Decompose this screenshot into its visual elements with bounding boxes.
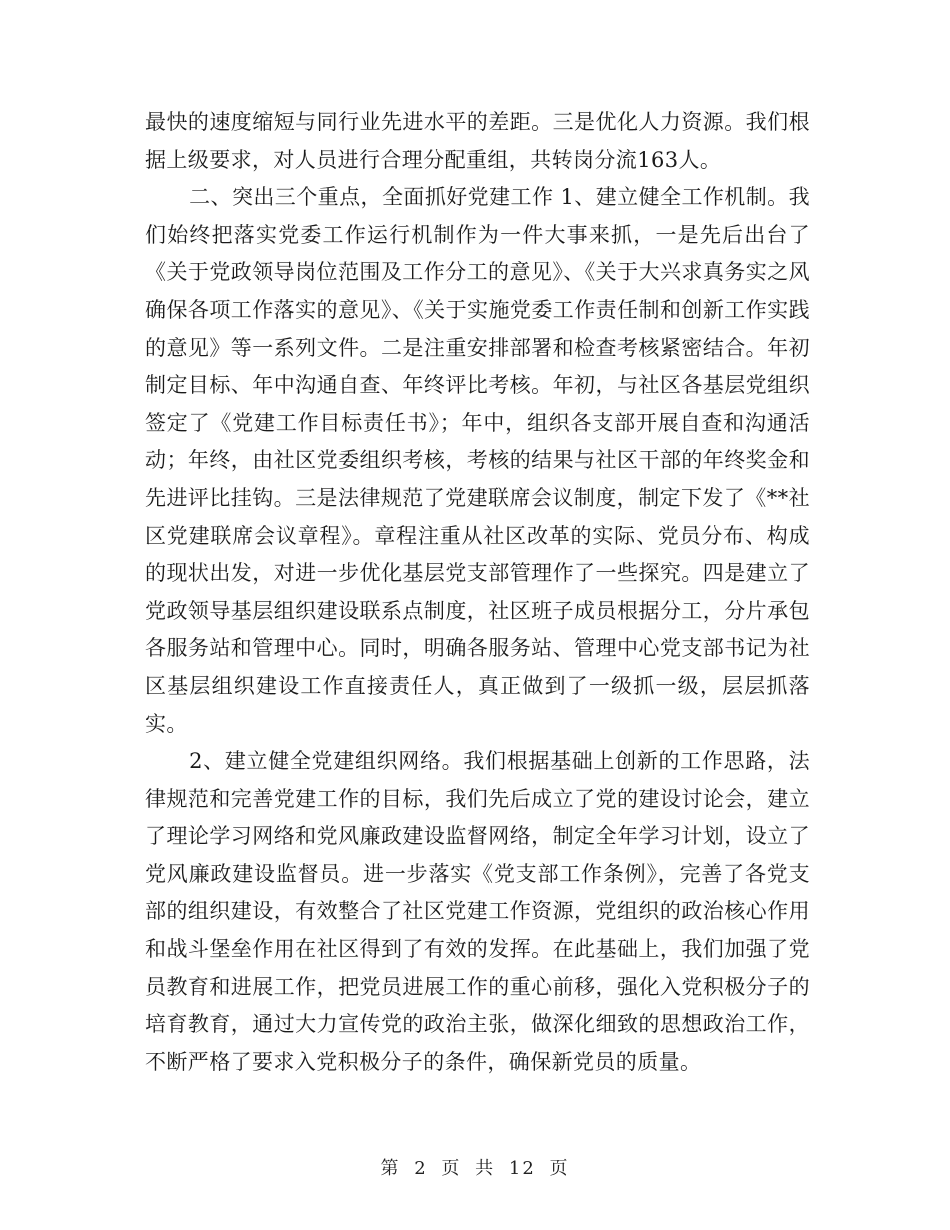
footer-current-page: 2 (414, 1158, 428, 1179)
paragraph-1: 最快的速度缩短与同行业先进水平的差距。三是优化人力资源。我们根据上级要求，对人员进行合理分配重组，共转岗分流163人。 (145, 110, 810, 172)
footer-total-pages: 12 (508, 1158, 536, 1179)
page-footer (0, 1154, 950, 1180)
footer-total-unit: 页 (549, 1158, 570, 1179)
paragraph-2: 二、突出三个重点，全面抓好党建工作 1、建立健全工作机制。我们始终把落实党委工作运行机制作为一件大事来抓，一是先后出台了《关于党政领导岗位范围及工作分工的意见》、《关于大兴求真务实之风确保各项工作落实的意见》、《关于实施党委工作责任制和创新工作实践的意见》等一系列文件。二是注重安排部署和检查考核紧密结合。年初制定目标、年中沟通自查、年终评比考核。年初，与社区各基层党组织签定了《党建工作目标责任书》；年中，组织各支部开展自查和沟通活动；年终，由社区党委组织考核，考核的结果与社区干部的年终奖金和先进评比挂钩。三是法律规范了党建联席会议制度，制定下发了《**社区党建联席会议章程》。章程注重从社区改革的实际、党员分布、构成的现状出发，对进一步优化基层党支部管理作了一些探究。四是建立了党政领导基层组织建设联系点制度，社区班子成员根据分工，分片承包各服务站和管理中心。同时，明确各服务站、管理中心党支部书记为社区基层组织建设工作直接责任人，真正做到了一级抓一级，层层抓落实。 (145, 185, 810, 736)
document-body (145, 104, 810, 1081)
footer-total-label: 共 (475, 1158, 496, 1179)
footer-page-unit: 页 (441, 1158, 462, 1179)
footer-page-label: 第 (380, 1158, 401, 1179)
paragraph-3: 2、建立健全党建组织网络。我们根据基础上创新的工作思路，法律规范和完善党建工作的目标，我们先后成立了党的建设讨论会，建立了理论学习网络和党风廉政建设监督网络，制定全年学习计划，设立了党风廉政建设监督员。进一步落实《党支部工作条例》，完善了各党支部的组织建设，有效整合了社区党建工作资源，党组织的政治核心作用和战斗堡垒作用在社区得到了有效的发挥。在此基础上，我们加强了党员教育和进展工作，把党员进展工作的重心前移，强化入党积极分子的培育教育，通过大力宣传党的政治主张，做深化细致的思想政治工作，不断严格了要求入党积极分子的条件，确保新党员的质量。 (145, 749, 810, 1074)
